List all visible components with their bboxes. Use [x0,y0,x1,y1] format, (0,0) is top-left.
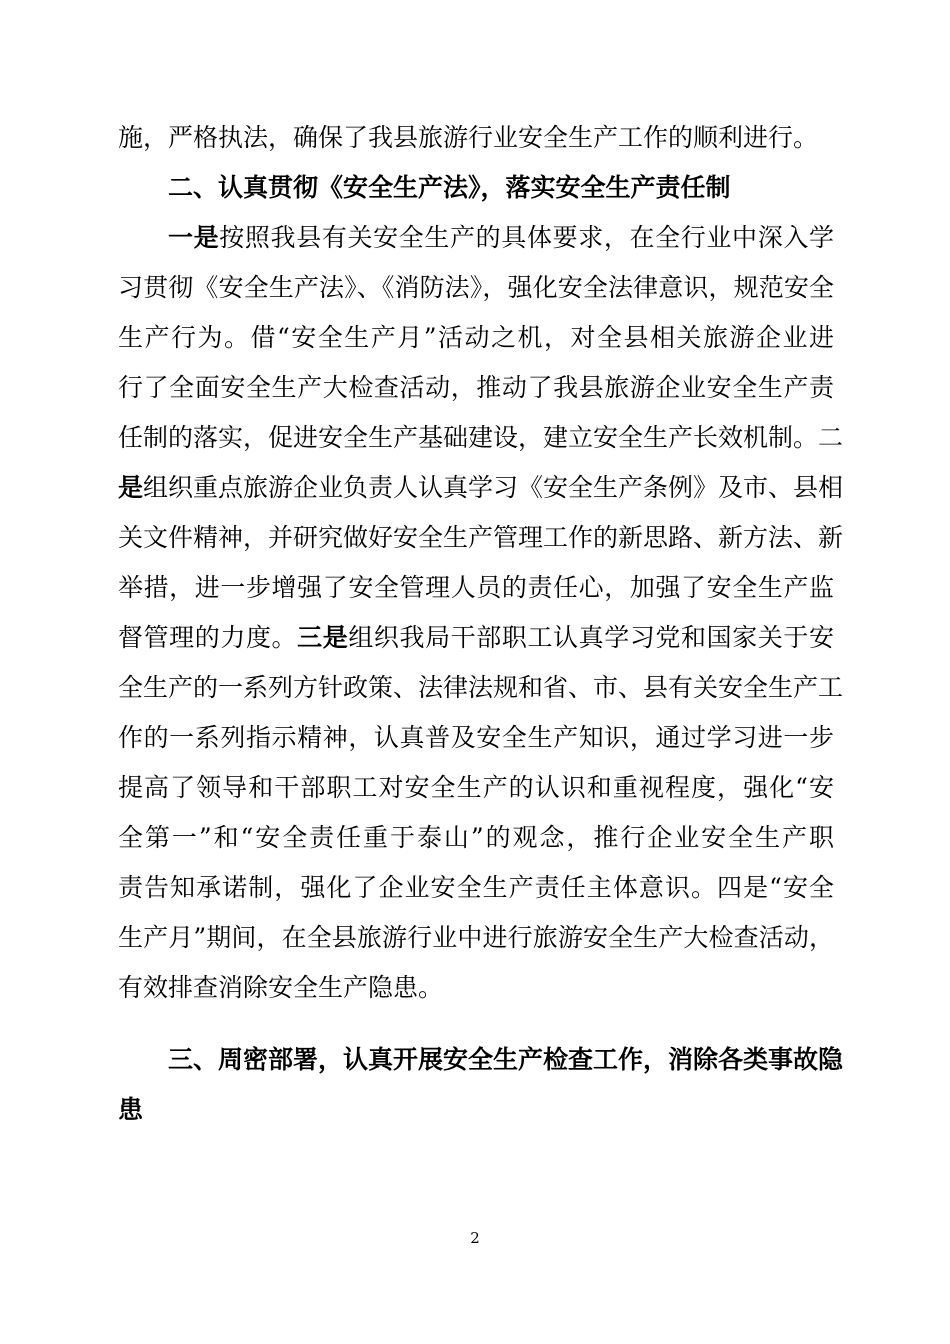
line-text: 习贯彻《安全生产法》、《消防法》，强化安全法律意识，规范安全 [118,273,834,302]
section2-line-4 [118,368,834,408]
line-text: 全生产的一系列方针政策、法律法规和省、市、县有关安全生产工 [118,673,844,702]
bold-marker-one: 一是 [168,223,220,252]
line-text: 责告知承诺制，强化了企业安全生产责任主体意识。四是“安全 [118,873,834,902]
section2-line-9 [118,618,834,658]
bold-marker-two: 是 [118,473,144,502]
section2-line-10 [118,668,844,708]
section3-heading-line-2 [118,1090,834,1130]
line-text: 生产行为。借“安全生产月”活动之机，对全县相关旅游企业进 [118,323,834,352]
line-text: 作的一系列指示精神，认真普及安全生产知识，通过学习进一步 [118,723,834,752]
section2-heading-text: 二、认真贯彻《安全生产法》，落实安全生产责任制 [168,173,731,202]
section3-heading-text: 三、周密部署，认真开展安全生产检查工作，消除各类事故隐 [168,1045,844,1074]
section2-line-12 [118,768,834,808]
line-text: 组织我局干部职工认真学习党和国家关于安 [348,623,834,652]
line-text: 提高了领导和干部职工对安全生产的认识和重视程度，强化“安 [118,773,834,802]
line-text: 举措，进一步增强了安全管理人员的责任心，加强了安全生产监 [118,573,834,602]
line-text: 关文件精神，并研究做好安全生产管理工作的新思路、新方法、新 [118,523,844,552]
line-text: 生产月”期间，在全县旅游行业中进行旅游安全生产大检查活动， [118,923,834,952]
line-text: 组织重点旅游企业负责人认真学习《安全生产条例》及市、县相 [143,473,844,502]
section2-heading [168,168,834,208]
line-text: 督管理的力度。 [118,623,298,652]
section2-line-2 [118,268,834,308]
continuation-text: 施，严格执法，确保了我县旅游行业安全生产工作的顺利进行。 [118,123,819,152]
line-text: 按照我县有关安全生产的具体要求，在全行业中深入学 [219,223,834,252]
line-text: 全第一”和“安全责任重于泰山”的观念，推行企业安全生产职 [118,823,834,852]
section2-line-1 [168,218,834,258]
section3-heading-text: 患 [118,1095,144,1124]
page-number: 2 [470,1229,480,1247]
section2-line-7 [118,518,844,558]
section2-line-8 [118,568,834,608]
section2-line-15 [118,918,834,958]
line-text: 有效排查消除安全生产隐患。 [118,973,444,1002]
section2-line-11 [118,718,834,758]
continuation-line [118,118,834,158]
section2-line-6 [118,468,844,508]
bold-marker-three: 三是 [297,623,349,652]
line-text: 行了全面安全生产大检查活动，推动了我县旅游企业安全生产责 [118,373,834,402]
section2-line-13 [118,818,834,858]
section2-line-14 [118,868,834,908]
section2-line-16 [118,968,834,1008]
section2-line-5 [118,418,844,458]
line-text: 任制的落实，促进安全生产基础建设，建立安全生产长效机制。二 [118,423,844,452]
section2-line-3 [118,318,834,358]
section3-heading-line-1 [168,1040,844,1080]
